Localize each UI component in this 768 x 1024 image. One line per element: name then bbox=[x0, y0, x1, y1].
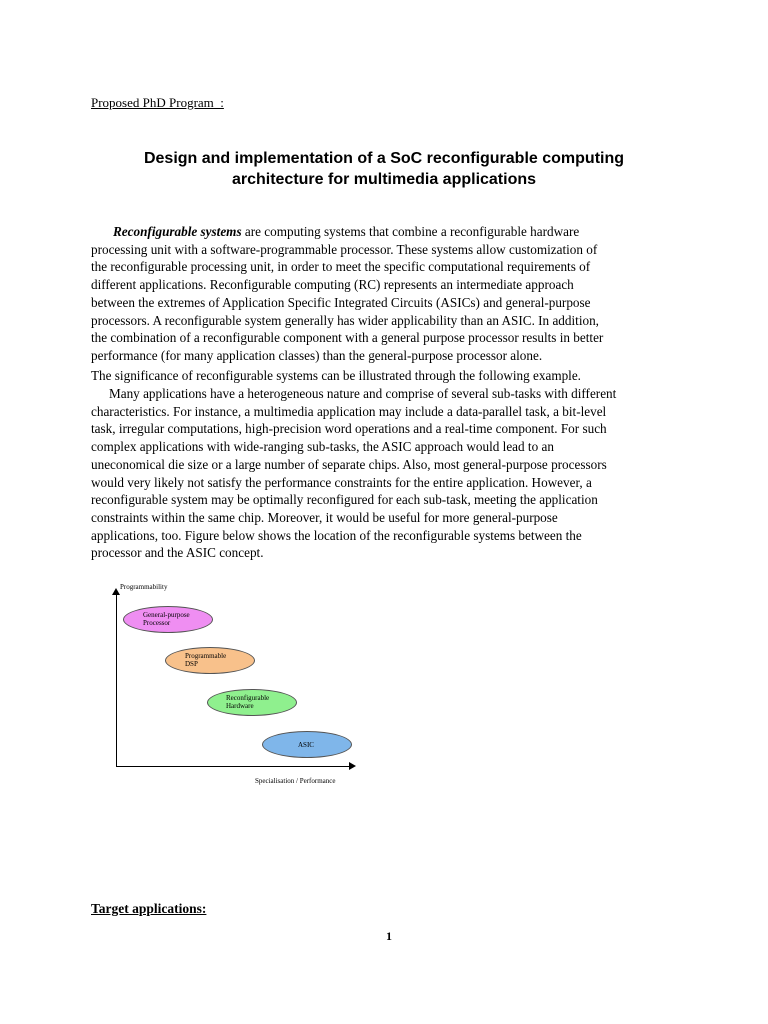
x-axis-line bbox=[116, 766, 352, 767]
ellipse-programmable-dsp bbox=[165, 647, 255, 674]
paragraph-line: applications, too. Figure below shows the location of the reconfigurable systems between the bbox=[91, 527, 582, 543]
paragraph-line: The significance of reconfigurable systems can be illustrated through the following example. bbox=[91, 368, 581, 383]
paragraph-significance bbox=[91, 367, 691, 385]
paragraph-line-rest: are computing systems that combine a reconfigurable hardware bbox=[241, 224, 580, 239]
title-line-1: Design and implementation of a SoC reconfigurable computing bbox=[143, 150, 625, 167]
page-number: 1 bbox=[386, 929, 392, 943]
paragraph-heterogeneous-applications bbox=[91, 385, 691, 562]
ellipse-label: Reconfigurable Hardware bbox=[226, 694, 270, 710]
paragraph-line: constraints within the same chip. Moreover, it would be useful for more general-purpose bbox=[91, 509, 558, 525]
paragraph-line: performance (for many application classes) than the general-purpose processor alone. bbox=[91, 347, 543, 363]
paragraph-line: characteristics. For instance, a multimedia application may include a data-parallel task, a bit-level bbox=[91, 403, 607, 419]
y-axis-label: Programmability bbox=[120, 583, 168, 591]
paragraph-reconfigurable-systems bbox=[91, 223, 691, 365]
programmability-figure bbox=[100, 580, 370, 790]
ellipse-label: General-purpose Processor bbox=[143, 611, 190, 627]
title-line-2: architecture for multimedia applications bbox=[231, 171, 537, 188]
paragraph-line: different applications. Reconfigurable computing (RC) represents an intermediate approach bbox=[91, 277, 574, 293]
section-heading-target-applications: Target applications: bbox=[91, 901, 207, 916]
paragraph-line: reconfigurable system may be optimally reconfigured for each sub-task, meeting the application bbox=[91, 492, 598, 508]
paragraph-line: processors. A reconfigurable system generally has wider applicability than an ASIC. In addition, bbox=[91, 312, 599, 328]
paragraph-line: the reconfigurable processing unit, in order to meet the specific computational requirements of bbox=[91, 259, 591, 275]
paragraph-line: processor and the ASIC concept. bbox=[91, 545, 264, 561]
ellipse-general-purpose-processor bbox=[123, 606, 213, 633]
paragraph-line: processing unit with a software-programmable processor. These systems allow customization of bbox=[91, 241, 598, 257]
ellipse-reconfigurable-hardware bbox=[207, 689, 297, 716]
paragraph-line: uneconomical die size or a large number of separate chips. Also, most general-purpose processors bbox=[91, 456, 607, 472]
document-title bbox=[90, 148, 678, 190]
document-label: Proposed PhD Program : bbox=[91, 95, 224, 110]
paragraph-line: the combination of a reconfigurable component with a general purpose processor results in better bbox=[91, 330, 604, 346]
ellipse-label: Programmable DSP bbox=[185, 652, 227, 668]
paragraph-line: Many applications have a heterogeneous nature and comprise of several sub-tasks with different bbox=[109, 386, 617, 401]
paragraph-line: between the extremes of Application Specific Integrated Circuits (ASICs) and general-purpose bbox=[91, 294, 591, 310]
x-axis-label: Specialisation / Performance bbox=[255, 777, 336, 785]
paragraph-line: would very likely not satisfy the performance constraints for the entire application. However, a bbox=[91, 474, 592, 490]
paragraph-line: task, irregular computations, high-precision word operations and a real-time component. For such bbox=[91, 421, 607, 437]
y-axis-line bbox=[116, 592, 117, 766]
x-axis-arrow bbox=[349, 762, 356, 770]
lead-term: Reconfigurable systems bbox=[113, 224, 242, 239]
ellipse-label: ASIC bbox=[298, 741, 314, 749]
paragraph-line: complex applications with wide-ranging sub-tasks, the ASIC approach would lead to an bbox=[91, 439, 554, 455]
ellipse-asic bbox=[262, 731, 352, 758]
paragraph-line bbox=[91, 223, 691, 241]
